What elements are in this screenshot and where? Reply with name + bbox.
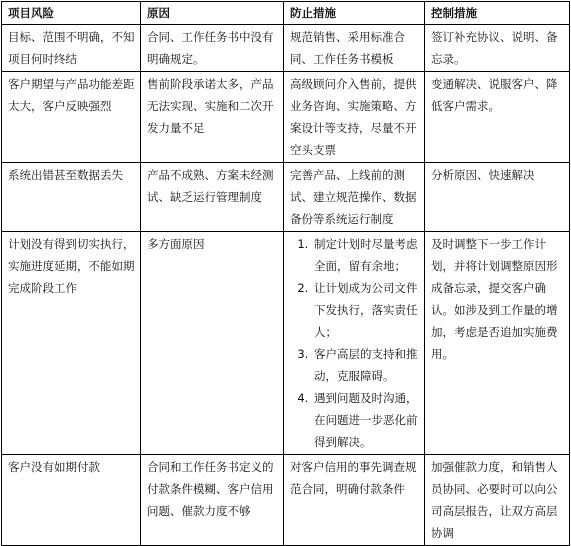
prevention-cell: 高级顾问介入售前，提供业务咨询、实施策略、方案设计等支持，尽量不开空头支票 (284, 72, 425, 163)
control-cell: 变通解决、说服客户、降低客户需求。 (425, 72, 570, 163)
list-item: 2. 让计划成为公司文件下发执行，落实责任人； (312, 277, 419, 343)
prevention-cell: 完善产品、上线前的测试、建立规范操作、数据备份等系统运行制度 (284, 163, 425, 232)
list-item: 3. 客户高层的支持和推动，克服障碍。 (312, 343, 419, 387)
risk-cell: 客户期望与产品功能差距太大，客户反映强烈 (2, 72, 141, 163)
risk-table (1, 1, 570, 546)
table-row (2, 25, 570, 72)
list-item: 4. 遇到问题及时沟通，在问题进一步恶化前得到解决。 (312, 387, 419, 453)
control-cell: 及时调整下一步工作计划，并将计划调整原因形成备忘录，提交客户确认。如涉及到工作量的增加，考虑是否追加实施费用。 (425, 232, 570, 455)
prevention-steps-list (290, 233, 419, 453)
header-risk: 项目风险 (2, 2, 141, 25)
cause-cell: 合同、工作任务书中没有明确规定。 (141, 25, 284, 72)
prevention-cell (284, 232, 425, 455)
table-row (2, 232, 570, 455)
list-item: 1. 制定计划时尽量考虑全面，留有余地； (312, 233, 419, 277)
table-row (2, 72, 570, 163)
risk-cell: 目标、范围不明确，不知项目何时终结 (2, 25, 141, 72)
cause-cell: 多方面原因 (141, 232, 284, 455)
cause-cell: 合同和工作任务书定义的付款条件模糊、客户信用问题、催款力度不够 (141, 455, 284, 546)
table-row (2, 163, 570, 232)
control-cell: 加强催款力度，和销售人员协同、必要时可以向公司高层报告，让双方高层协调 (425, 455, 570, 546)
header-prevention: 防止措施 (284, 2, 425, 25)
table-row (2, 455, 570, 546)
header-cause: 原因 (141, 2, 284, 25)
risk-cell: 计划没有得到切实执行，实施进度延期，不能如期完成阶段工作 (2, 232, 141, 455)
cause-cell: 售前阶段承诺太多，产品无法实现、实施和二次开发力量不足 (141, 72, 284, 163)
control-cell: 分析原因、快速解决 (425, 163, 570, 232)
control-cell: 签订补充协议、说明、备忘录。 (425, 25, 570, 72)
risk-cell: 客户没有如期付款 (2, 455, 141, 546)
cause-cell: 产品不成熟、方案未经测试、缺乏运行管理制度 (141, 163, 284, 232)
header-control: 控制措施 (425, 2, 570, 25)
prevention-cell: 对客户信用的事先调查规范合同，明确付款条件 (284, 455, 425, 546)
table-header-row (2, 2, 570, 25)
prevention-cell: 规范销售、采用标准合同、工作任务书模板 (284, 25, 425, 72)
risk-cell: 系统出错甚至数据丢失 (2, 163, 141, 232)
